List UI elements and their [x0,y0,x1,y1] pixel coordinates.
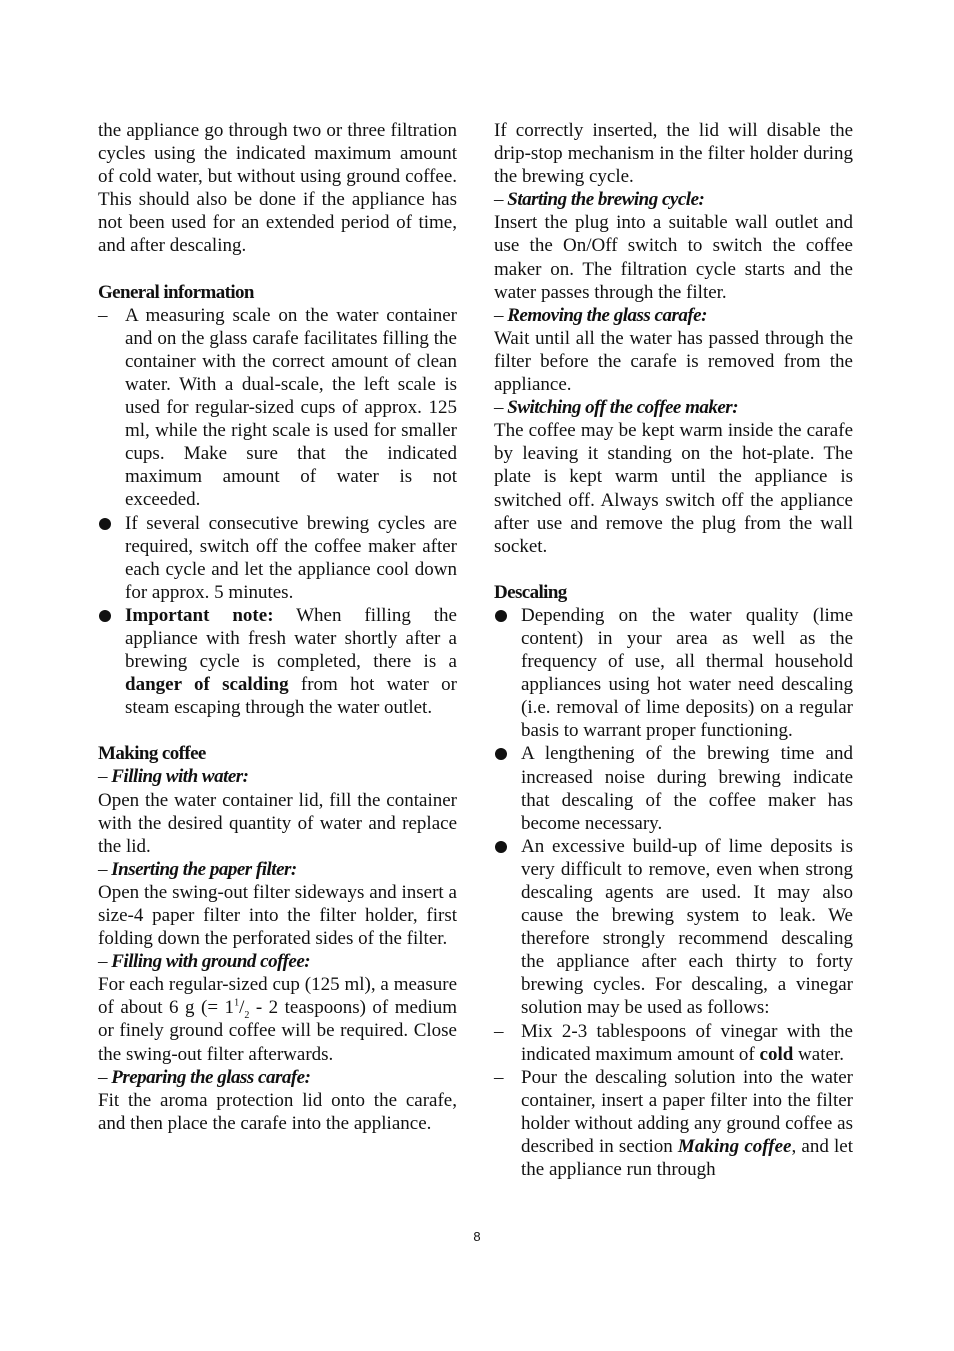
bullet-icon [99,610,111,622]
carafe-title: – Preparing the glass carafe: [98,1066,311,1088]
ground-coffee-text: For each regular-sized cup (125 ml), a measure of about 6 g (= $1^1/_2 - 2$ teaspoons) of medium or finely ground coffee will be required. Close the swing-out filter afterwards. [98,974,457,1065]
making-coffee-heading: Making coffee [98,743,206,765]
switching-title: – Switching off the coffee maker: [494,397,739,419]
bullet-icon [99,518,111,530]
list-item: – Pour the descaling solution into the water container, insert a paper filter into the filter holder without adding any ground coffee as described in section Making coffee, and let the appliance run through [494,1066,853,1181]
right-column [494,119,853,1181]
page-number: 8 [473,1229,481,1244]
list-item: An excessive build-up of lime deposits is very difficult to remove, even when strong descaling agents are used. It may also cause the brewing system to leak. We therefore strongly recommend descaling the appliance after each thirty to forty brewing cycles. For descaling, a vinegar solution may be used as follows: [494,835,853,1020]
bullet-icon [495,610,507,622]
list-item: – Mix 2-3 tablespoons of vinegar with the indicated maximum amount of cold water. [494,1020,853,1065]
filling-water-text: Open the water container lid, fill the container with the desired quantity of water and replace the lid. [98,789,457,857]
general-information-heading: General information [98,281,254,303]
paper-filter-title: – Inserting the paper filter: [98,858,297,880]
list-item: A lengthening of the brewing time and increased noise during brewing indicate that descaling of the coffee maker has become necessary. [494,742,853,834]
list-item: Depending on the water quality (lime content) in your area as well as the frequency of use, all thermal household appliances using hot water need descaling (i.e. removal of lime deposits) on a regular basis to warrant proper functioning. [494,604,853,743]
paper-filter-text: Open the swing-out filter sideways and insert a size-4 paper filter into the filter holder, first folding down the perforated sides of the filter. [98,881,457,950]
carafe-text: Fit the aroma protection lid onto the carafe, and then place the carafe into the appliance. [98,1089,457,1134]
important-note: Important note: When filling the appliance with fresh water shortly after a brewing cycle is completed, there is a danger of scalding from hot water or steam escaping through the water outlet. [98,604,457,719]
switching-text: The coffee may be kept warm inside the carafe by leaving it standing on the hot-plate. The plate is kept warm until the appliance is switched off. Always switch off the appliance after use and remove the plug from the wall socket. [494,420,853,557]
bullet-icon [495,748,507,760]
bullet-icon [495,841,507,853]
lid-paragraph: If correctly inserted, the lid will disable the drip-stop mechanism in the filter holder during the brewing cycle. [494,120,853,188]
intro-paragraph: the appliance go through two or three filtration cycles using the indicated maximum amount of cold water, but without using ground coffee. This should also be done if the appliance has not been used for an extended period of time, and after descaling. [98,120,457,257]
scalding-warning: danger of scalding [125,674,289,696]
list-item: – A measuring scale on the water container and on the glass carafe facilitates filling the container with the correct amount of clean water. With a dual-scale, the left scale is used for regular-sized cups of approx. 125 ml, while the right scale is used for smaller cups. Make sure that the indicated maximum amount of water is not exceeded. [98,304,457,511]
removing-title: – Removing the glass carafe: [494,304,707,326]
important-label: Important note: [125,604,274,626]
descaling-heading: Descaling [494,581,567,603]
starting-title: – Starting the brewing cycle: [494,189,705,211]
removing-text: Wait until all the water has passed through the filter before the carafe is removed from the appliance. [494,327,853,396]
list-item: If several consecutive brewing cycles are required, switch off the coffee maker after each cycle and let the appliance cool down for approx. 5 minutes. [98,512,457,604]
left-column [98,119,457,1135]
ground-coffee-title: – Filling with ground coffee: [98,951,311,973]
starting-text: Insert the plug into a suitable wall outlet and use the On/Off switch to switch the coffee maker on. The filtration cycle starts and the water passes through the filter. [494,212,853,303]
filling-water-title: – Filling with water: [98,766,249,788]
